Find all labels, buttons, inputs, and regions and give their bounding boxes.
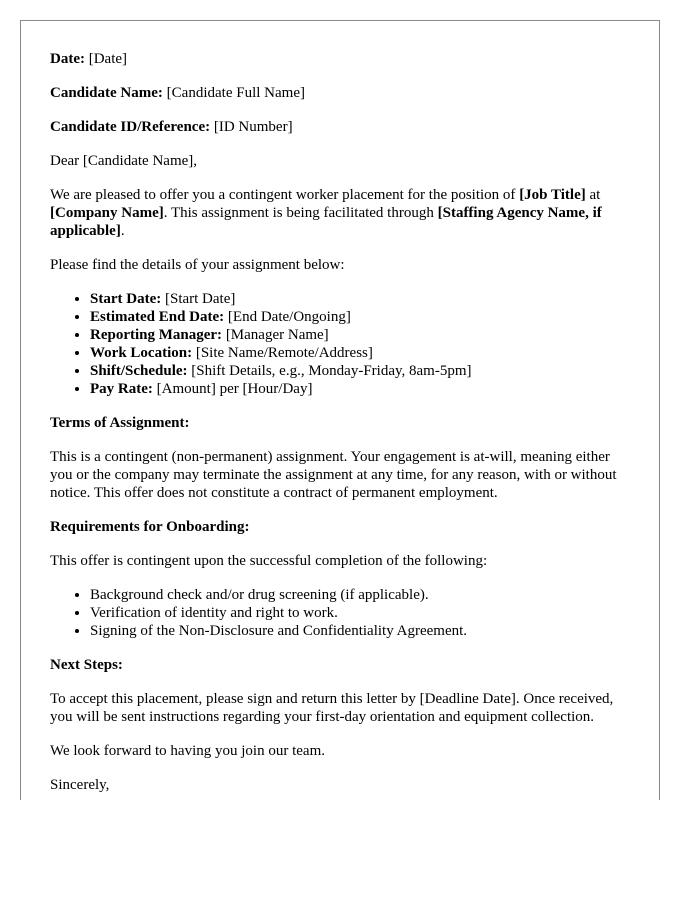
requirement-item: • Background check and/or drug screening (if applicable).: [90, 586, 631, 604]
candidate-id-line: [50, 118, 631, 136]
next-steps-body: To accept this placement, please sign and return this letter by [Deadline Date]. Once received, you will be sent instructions regarding your first-day orientation and equipment collection.: [50, 691, 614, 725]
salutation: Dear [Candidate Name],: [50, 153, 198, 169]
candidate-name-value: [Candidate Full Name]: [166, 85, 305, 101]
detail-label: Estimated End Date:: [90, 309, 225, 325]
detail-value: [End Date/Ongoing]: [224, 309, 351, 325]
date-value: [Date]: [88, 51, 128, 67]
terms-body: This is a contingent (non-permanent) assignment. Your engagement is at-will, meaning either you or the company may terminate the assignment at any time, for any reason, with or without notice. This offer does not constitute a contract of permanent employment.: [50, 449, 617, 501]
detail-item-end-date: [90, 308, 631, 326]
intro-job-title: [Job Title]: [519, 187, 586, 203]
intro-company: [Company Name]: [50, 205, 164, 221]
detail-label: Start Date:: [90, 291, 162, 307]
candidate-id-label: Candidate ID/Reference:: [50, 119, 211, 135]
next-steps-heading: [50, 656, 631, 674]
intro-paragraph: [50, 186, 631, 240]
intro-text-3: . This assignment is being facilitated through: [163, 205, 438, 221]
detail-value: [Site Name/Remote/Address]: [192, 345, 373, 361]
candidate-name-label: Candidate Name:: [50, 85, 163, 101]
next-steps-heading-text: Next Steps:: [50, 657, 123, 673]
detail-value: [Start Date]: [161, 291, 236, 307]
requirement-item: • Verification of identity and right to work.: [90, 604, 631, 622]
detail-item-schedule: [90, 362, 631, 380]
date-line: [50, 50, 631, 68]
letter-content: [21, 21, 659, 794]
intro-agency: [Staffing Agency Name, if applicable]: [50, 205, 602, 239]
requirements-list: [50, 586, 631, 640]
detail-label: Reporting Manager:: [90, 327, 223, 343]
intro-text-1: We are pleased to offer you a contingent worker placement for the position of: [50, 187, 520, 203]
detail-item-pay-rate: [90, 380, 631, 398]
detail-value: [Amount] per [Hour/Day]: [152, 381, 313, 397]
requirements-heading: [50, 518, 631, 536]
letter-page: [20, 20, 660, 800]
signoff: Sincerely,: [50, 777, 110, 793]
terms-heading-text: Terms of Assignment:: [50, 415, 190, 431]
detail-item-start-date: [90, 290, 631, 308]
detail-item-location: [90, 344, 631, 362]
requirements-heading-text: Requirements for Onboarding:: [50, 519, 250, 535]
candidate-id-value: [ID Number]: [213, 119, 293, 135]
requirements-intro: This offer is contingent upon the successful completion of the following:: [50, 553, 488, 569]
date-label: Date:: [50, 51, 85, 67]
detail-value: [Manager Name]: [222, 327, 329, 343]
assignment-details-list: [50, 290, 631, 398]
detail-value: [Shift Details, e.g., Monday-Friday, 8am-5pm]: [187, 363, 472, 379]
closing-line: We look forward to having you join our team.: [50, 743, 325, 759]
intro-text-4: .: [120, 223, 125, 239]
candidate-name-line: [50, 84, 631, 102]
detail-label: Shift/Schedule:: [90, 363, 188, 379]
detail-label: Pay Rate:: [90, 381, 153, 397]
details-intro: Please find the details of your assignment below:: [50, 257, 345, 273]
detail-label: Work Location:: [90, 345, 193, 361]
requirement-item: • Signing of the Non-Disclosure and Confidentiality Agreement.: [90, 622, 631, 640]
terms-heading: [50, 414, 631, 432]
intro-text-2: at: [585, 187, 601, 203]
detail-item-manager: [90, 326, 631, 344]
